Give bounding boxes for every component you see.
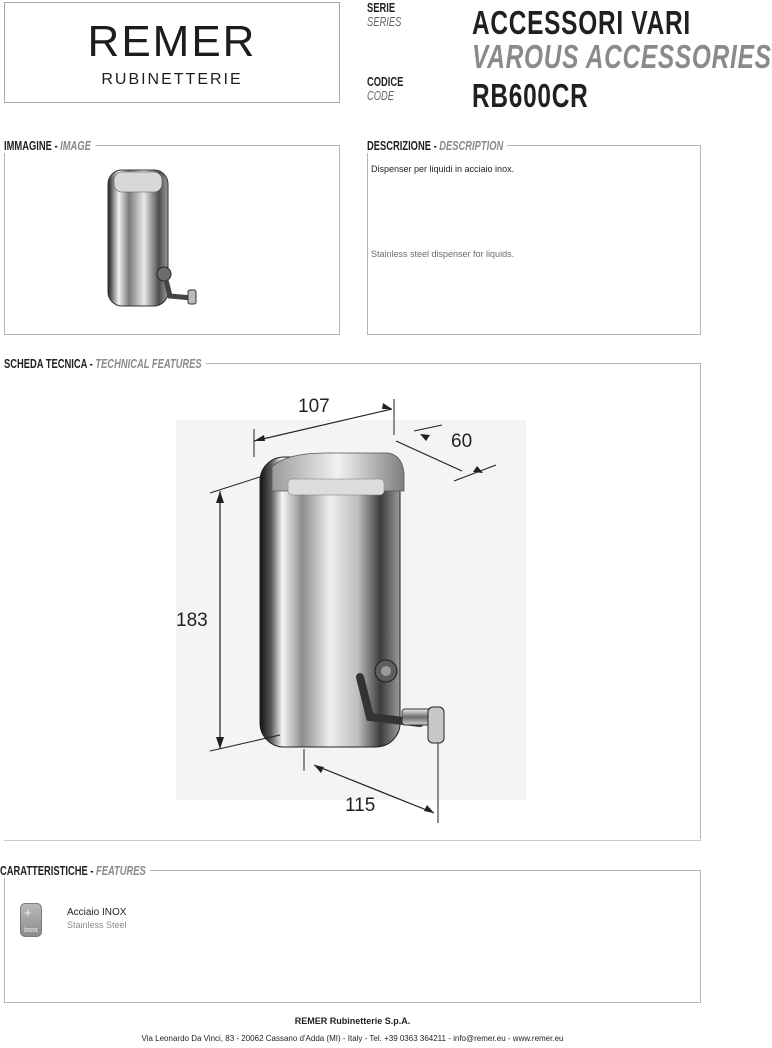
description-section-title (367, 139, 508, 153)
footer-company: REMER Rubinetterie S.p.A. (294, 1016, 411, 1026)
series-label-en: SERIES (367, 14, 402, 29)
dimension-depth: 60 (451, 431, 473, 452)
features-title-en: FEATURES (96, 863, 146, 878)
description-text-en: Stainless steel dispenser for liquids. (371, 249, 515, 259)
dimension-height: 183 (176, 610, 208, 631)
inox-icon: + inox (20, 903, 42, 937)
dimension-width: 107 (298, 396, 330, 417)
footer-address: Via Leonardo Da Vinci, 83 - 20062 Cassano d'Adda (MI) - Italy - Tel. +39 0363 364211 - info@remer.eu - www.remer.eu (141, 1034, 564, 1043)
technical-section-title (4, 357, 206, 371)
brand-logo-box (4, 2, 340, 103)
inox-icon-text: inox (23, 925, 39, 934)
series-value-en: VAROUS ACCESSORIES (472, 38, 772, 75)
technical-drawing (176, 395, 506, 825)
image-section-title (4, 139, 95, 153)
feature-sub: Stainless Steel (67, 920, 127, 930)
image-title-en: IMAGE (60, 138, 91, 153)
brand-name: REMER (87, 17, 257, 66)
code-label: CODICE (367, 74, 404, 89)
features-title-it: CARATTERISTICHE - (0, 863, 97, 878)
product-thumbnail (100, 162, 210, 320)
description-text-it: Dispenser per liquidi in acciaio inox. (371, 164, 515, 174)
code-label-en: CODE (367, 88, 395, 103)
series-value: ACCESSORI VARI (472, 4, 691, 41)
technical-title-en: TECHNICAL FEATURES (95, 356, 202, 371)
dimension-projection: 115 (345, 795, 376, 816)
technical-title-it: SCHEDA TECNICA - (4, 356, 96, 371)
description-title-it: DESCRIZIONE - (367, 138, 440, 153)
features-section-title (0, 864, 150, 878)
series-label: SERIE (367, 0, 396, 15)
image-title-it: IMMAGINE - (4, 138, 61, 153)
features-frame (4, 870, 701, 1003)
feature-label: Acciaio INOX (67, 907, 127, 918)
technical-divider (4, 840, 701, 841)
description-title-en: DESCRIPTION (439, 138, 504, 153)
brand-subtitle: RUBINETTERIE (101, 71, 243, 88)
product-code: RB600CR (472, 77, 589, 114)
